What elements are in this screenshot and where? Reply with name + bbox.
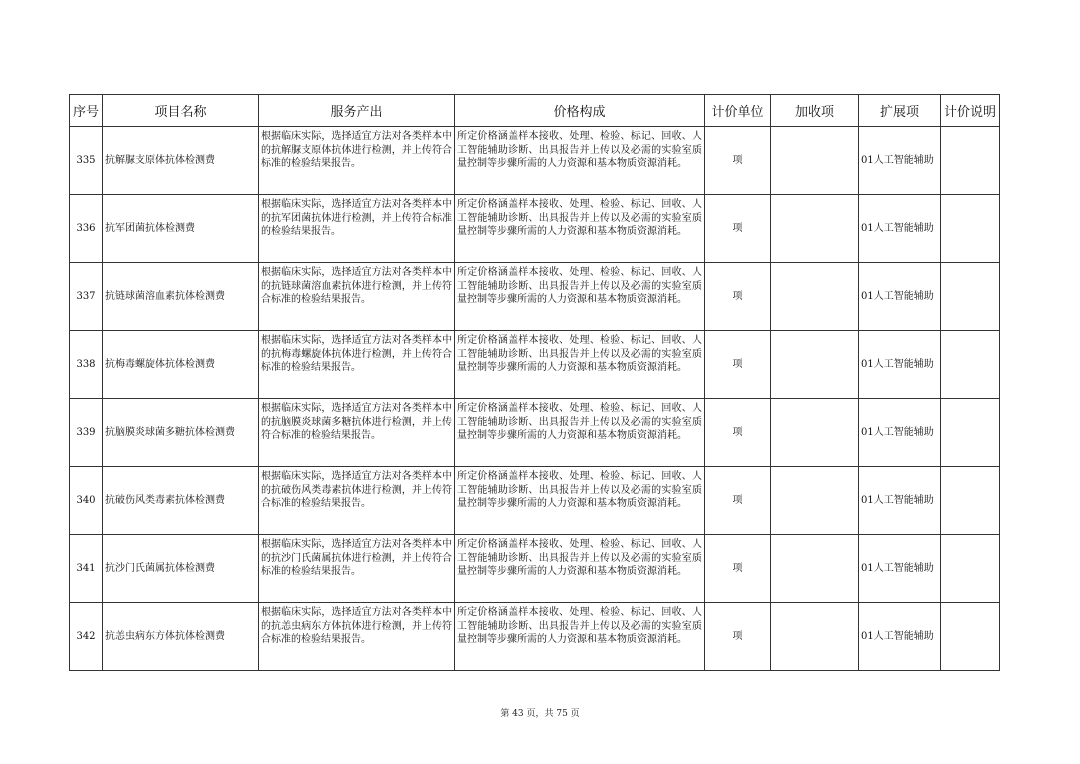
cell-surcharge bbox=[771, 331, 859, 399]
cell-pricing-unit: 项 bbox=[705, 399, 771, 467]
cell-surcharge bbox=[771, 603, 859, 671]
cell-price-composition: 所定价格涵盖样本接收、处理、检验、标记、回收、人工智能辅助诊断、出具报告并上传以及必需的实验室质量控制等步骤所需的人力资源和基本物质资源消耗。 bbox=[455, 467, 705, 535]
cell-item-name: 抗恙虫病东方体抗体检测费 bbox=[103, 603, 259, 671]
header-surcharge: 加收项 bbox=[771, 95, 859, 127]
table-row bbox=[70, 603, 1000, 671]
cell-item-name: 抗沙门氏菌属抗体检测费 bbox=[103, 535, 259, 603]
cell-extension: 01人工智能辅助 bbox=[859, 331, 941, 399]
header-price: 价格构成 bbox=[455, 95, 705, 127]
cell-extension: 01人工智能辅助 bbox=[859, 535, 941, 603]
cell-pricing-note bbox=[941, 535, 1000, 603]
table-body bbox=[70, 127, 1000, 671]
cell-price-composition: 所定价格涵盖样本接收、处理、检验、标记、回收、人工智能辅助诊断、出具报告并上传以及必需的实验室质量控制等步骤所需的人力资源和基本物质资源消耗。 bbox=[455, 127, 705, 195]
cell-seq: 339 bbox=[70, 399, 103, 467]
cell-extension: 01人工智能辅助 bbox=[859, 127, 941, 195]
header-seq: 序号 bbox=[70, 95, 103, 127]
cell-pricing-unit: 项 bbox=[705, 535, 771, 603]
cell-extension: 01人工智能辅助 bbox=[859, 467, 941, 535]
table-row bbox=[70, 195, 1000, 263]
cell-service-output: 根据临床实际，选择适宜方法对各类样本中的抗链球菌溶血素抗体进行检测，并上传符合标准的检验结果报告。 bbox=[259, 263, 455, 331]
page-footer: 第 43 页，共 75 页 bbox=[500, 709, 580, 719]
header-extension: 扩展项 bbox=[859, 95, 941, 127]
cell-extension: 01人工智能辅助 bbox=[859, 399, 941, 467]
cell-pricing-note bbox=[941, 603, 1000, 671]
cell-extension: 01人工智能辅助 bbox=[859, 263, 941, 331]
cell-pricing-unit: 项 bbox=[705, 331, 771, 399]
cell-service-output: 根据临床实际，选择适宜方法对各类样本中的抗沙门氏菌属抗体进行检测，并上传符合标准的检验结果报告。 bbox=[259, 535, 455, 603]
table-row bbox=[70, 467, 1000, 535]
table-row bbox=[70, 263, 1000, 331]
cell-seq: 335 bbox=[70, 127, 103, 195]
table-header-row bbox=[70, 95, 1000, 127]
cell-surcharge bbox=[771, 127, 859, 195]
cell-extension: 01人工智能辅助 bbox=[859, 603, 941, 671]
cell-price-composition: 所定价格涵盖样本接收、处理、检验、标记、回收、人工智能辅助诊断、出具报告并上传以及必需的实验室质量控制等步骤所需的人力资源和基本物质资源消耗。 bbox=[455, 263, 705, 331]
cell-surcharge bbox=[771, 467, 859, 535]
cell-pricing-unit: 项 bbox=[705, 603, 771, 671]
table-row bbox=[70, 331, 1000, 399]
cell-pricing-unit: 项 bbox=[705, 263, 771, 331]
cell-pricing-note bbox=[941, 467, 1000, 535]
cell-pricing-note bbox=[941, 195, 1000, 263]
cell-seq: 338 bbox=[70, 331, 103, 399]
cell-pricing-unit: 项 bbox=[705, 127, 771, 195]
header-note: 计价说明 bbox=[941, 95, 1000, 127]
pricing-table bbox=[69, 94, 1000, 671]
cell-seq: 336 bbox=[70, 195, 103, 263]
cell-seq: 340 bbox=[70, 467, 103, 535]
cell-pricing-unit: 项 bbox=[705, 195, 771, 263]
cell-price-composition: 所定价格涵盖样本接收、处理、检验、标记、回收、人工智能辅助诊断、出具报告并上传以及必需的实验室质量控制等步骤所需的人力资源和基本物质资源消耗。 bbox=[455, 535, 705, 603]
cell-price-composition: 所定价格涵盖样本接收、处理、检验、标记、回收、人工智能辅助诊断、出具报告并上传以及必需的实验室质量控制等步骤所需的人力资源和基本物质资源消耗。 bbox=[455, 195, 705, 263]
cell-seq: 342 bbox=[70, 603, 103, 671]
cell-surcharge bbox=[771, 535, 859, 603]
cell-surcharge bbox=[771, 263, 859, 331]
cell-seq: 337 bbox=[70, 263, 103, 331]
cell-pricing-note bbox=[941, 399, 1000, 467]
cell-service-output: 根据临床实际，选择适宜方法对各类样本中的抗军团菌抗体进行检测，并上传符合标准的检验结果报告。 bbox=[259, 195, 455, 263]
cell-service-output: 根据临床实际，选择适宜方法对各类样本中的抗脑膜炎球菌多糖抗体进行检测，并上传符合标准的检验结果报告。 bbox=[259, 399, 455, 467]
cell-item-name: 抗解脲支原体抗体检测费 bbox=[103, 127, 259, 195]
cell-pricing-unit: 项 bbox=[705, 467, 771, 535]
cell-pricing-note bbox=[941, 331, 1000, 399]
cell-service-output: 根据临床实际，选择适宜方法对各类样本中的抗破伤风类毒素抗体进行检测，并上传符合标准的检验结果报告。 bbox=[259, 467, 455, 535]
cell-service-output: 根据临床实际，选择适宜方法对各类样本中的抗梅毒螺旋体抗体进行检测，并上传符合标准的检验结果报告。 bbox=[259, 331, 455, 399]
cell-price-composition: 所定价格涵盖样本接收、处理、检验、标记、回收、人工智能辅助诊断、出具报告并上传以及必需的实验室质量控制等步骤所需的人力资源和基本物质资源消耗。 bbox=[455, 331, 705, 399]
cell-extension: 01人工智能辅助 bbox=[859, 195, 941, 263]
cell-surcharge bbox=[771, 399, 859, 467]
cell-price-composition: 所定价格涵盖样本接收、处理、检验、标记、回收、人工智能辅助诊断、出具报告并上传以及必需的实验室质量控制等步骤所需的人力资源和基本物质资源消耗。 bbox=[455, 603, 705, 671]
cell-surcharge bbox=[771, 195, 859, 263]
cell-item-name: 抗脑膜炎球菌多糖抗体检测费 bbox=[103, 399, 259, 467]
cell-seq: 341 bbox=[70, 535, 103, 603]
header-name: 项目名称 bbox=[103, 95, 259, 127]
cell-pricing-note bbox=[941, 263, 1000, 331]
cell-item-name: 抗梅毒螺旋体抗体检测费 bbox=[103, 331, 259, 399]
cell-item-name: 抗破伤风类毒素抗体检测费 bbox=[103, 467, 259, 535]
header-unit: 计价单位 bbox=[705, 95, 771, 127]
table-row bbox=[70, 399, 1000, 467]
cell-pricing-note bbox=[941, 127, 1000, 195]
table-row bbox=[70, 535, 1000, 603]
cell-item-name: 抗链球菌溶血素抗体检测费 bbox=[103, 263, 259, 331]
cell-price-composition: 所定价格涵盖样本接收、处理、检验、标记、回收、人工智能辅助诊断、出具报告并上传以及必需的实验室质量控制等步骤所需的人力资源和基本物质资源消耗。 bbox=[455, 399, 705, 467]
cell-service-output: 根据临床实际，选择适宜方法对各类样本中的抗恙虫病东方体抗体进行检测，并上传符合标准的检验结果报告。 bbox=[259, 603, 455, 671]
table-row bbox=[70, 127, 1000, 195]
cell-service-output: 根据临床实际，选择适宜方法对各类样本中的抗解脲支原体抗体进行检测，并上传符合标准的检验结果报告。 bbox=[259, 127, 455, 195]
cell-item-name: 抗军团菌抗体检测费 bbox=[103, 195, 259, 263]
header-service: 服务产出 bbox=[259, 95, 455, 127]
